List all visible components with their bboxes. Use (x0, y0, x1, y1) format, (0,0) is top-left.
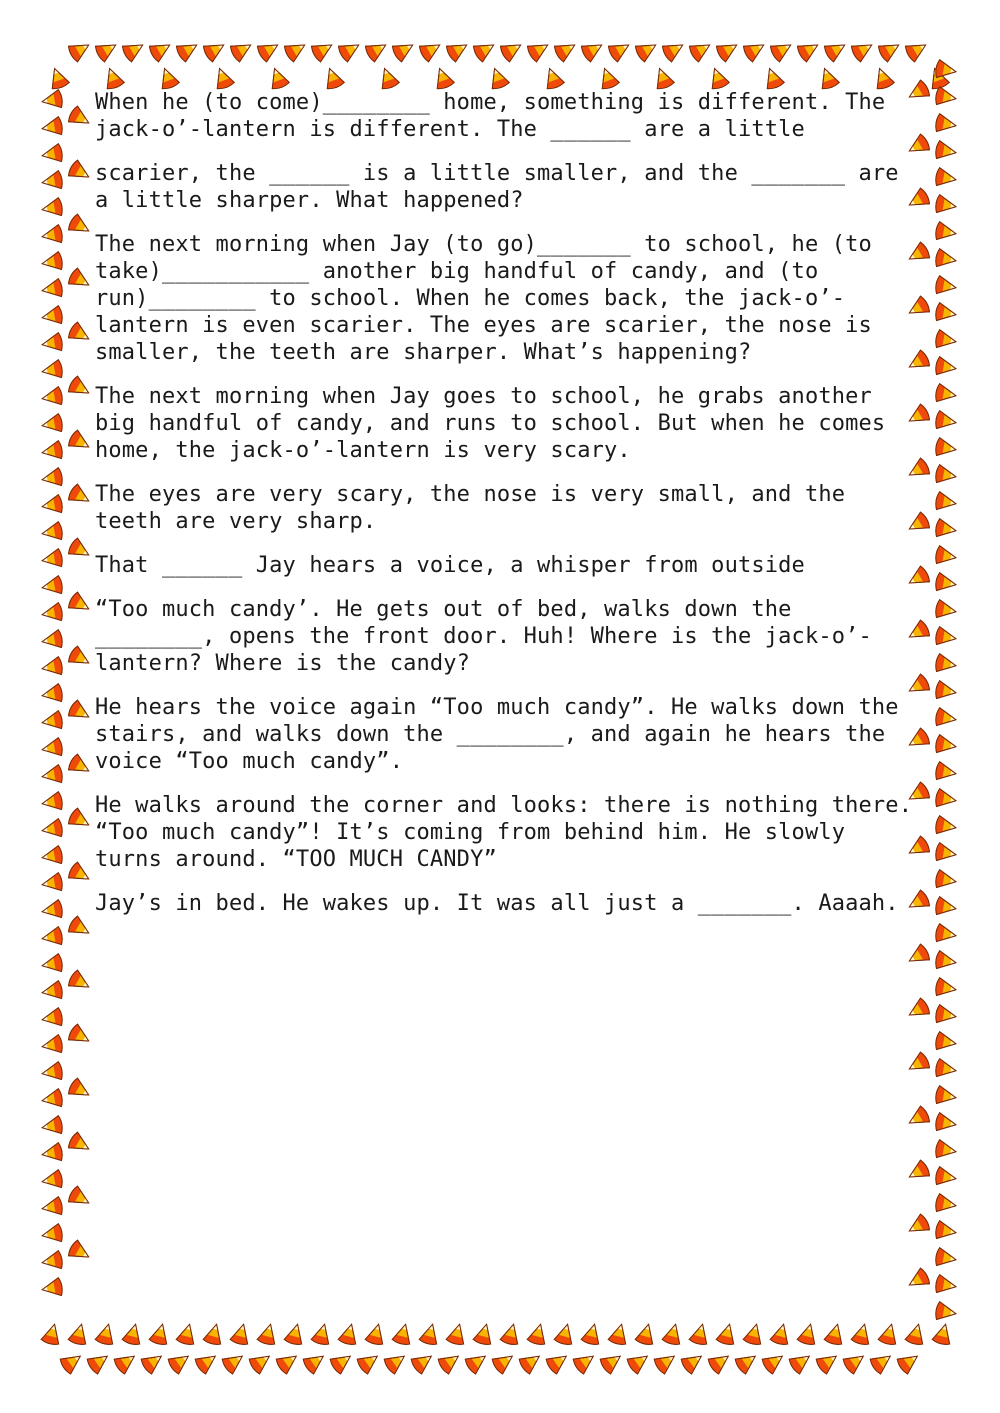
candy-corn-icon (935, 1193, 958, 1214)
candy-corn-icon (905, 1213, 931, 1239)
paragraph-9: He walks around the corner and looks: there is nothing there. “Too much candy”! It’s coming from behind him. He slowly turns around. “TOO MUCH CANDY” (95, 793, 913, 872)
candy-corn-icon (365, 1322, 388, 1346)
candy-corn-icon (41, 1142, 64, 1163)
candy-corn-icon (392, 1322, 415, 1346)
candy-corn-icon (41, 359, 64, 380)
candy-corn-icon (67, 915, 93, 941)
candy-corn-icon (935, 1058, 958, 1079)
candy-corn-icon (553, 37, 579, 63)
candy-corn-icon (905, 1267, 931, 1293)
candy-corn-icon (796, 37, 822, 63)
candy-corn-icon (935, 815, 958, 836)
candy-corn-icon (311, 1322, 334, 1346)
candy-corn-icon (67, 483, 93, 509)
candy-corn-icon (202, 37, 228, 63)
candy-corn-icon (935, 653, 958, 674)
candy-corn-icon (41, 1223, 64, 1244)
candy-corn-icon (41, 872, 64, 893)
candy-corn-icon (148, 37, 174, 63)
candy-corn-icon (248, 1349, 275, 1375)
candy-corn-icon (41, 926, 64, 947)
candy-corn-icon (878, 1322, 901, 1346)
candy-corn-icon (67, 807, 93, 833)
candy-corn-icon (94, 37, 120, 63)
candy-corn-icon (338, 1322, 361, 1346)
candy-corn-icon (905, 1159, 931, 1185)
candy-corn-icon (68, 1322, 91, 1346)
candy-corn-icon (256, 37, 282, 63)
candy-corn-icon (46, 66, 70, 91)
candy-corn-icon (688, 37, 714, 63)
candy-corn-icon (769, 37, 795, 63)
candy-corn-icon (41, 791, 64, 812)
candy-corn-icon (935, 1274, 958, 1295)
candy-corn-icon (500, 1322, 523, 1346)
candy-corn-icon (41, 278, 64, 299)
candy-corn-icon (321, 66, 345, 91)
candy-corn-icon (418, 37, 444, 63)
candy-corn-icon (935, 518, 958, 539)
candy-corn-icon (41, 170, 64, 191)
candy-corn-icon (41, 1169, 64, 1190)
candy-corn-icon (761, 66, 785, 91)
candy-corn-icon (445, 37, 471, 63)
candy-corn-icon (580, 37, 606, 63)
candy-corn-icon (41, 1034, 64, 1055)
candy-corn-icon (742, 37, 768, 63)
candy-corn-icon (437, 1349, 464, 1375)
paragraph-8: He hears the voice again “Too much candy”. He walks down the stairs, and walks down the ________, and again he hears the voice “Too much candy”. (95, 695, 899, 774)
candy-corn-icon (283, 37, 309, 63)
candy-corn-icon (935, 1166, 958, 1187)
candy-corn-icon (383, 1349, 410, 1375)
candy-corn-icon (815, 1349, 842, 1375)
candy-corn-icon (761, 1349, 788, 1375)
candy-corn-icon (935, 194, 958, 215)
candy-corn-icon (851, 1322, 874, 1346)
candy-corn-icon (935, 869, 958, 890)
candy-corn-icon (302, 1349, 329, 1375)
candy-corn-icon (599, 1349, 626, 1375)
candy-corn-icon (935, 1112, 958, 1133)
candy-corn-icon (67, 537, 93, 563)
candy-corn-icon (715, 37, 741, 63)
candy-corn-icon (935, 788, 958, 809)
candy-corn-icon (634, 37, 660, 63)
candy-corn-icon (743, 1322, 766, 1346)
candy-corn-icon (41, 1250, 64, 1271)
paragraph-6: That ______ Jay hears a voice, a whisper from outside (95, 553, 805, 578)
candy-corn-icon (41, 629, 64, 650)
candy-corn-icon (41, 737, 64, 758)
candy-corn-icon (41, 1322, 64, 1346)
candy-corn-icon (67, 1023, 93, 1049)
candy-corn-icon (121, 37, 147, 63)
candy-corn-icon (266, 66, 290, 91)
candy-corn-icon (935, 86, 958, 107)
candy-corn-icon (284, 1322, 307, 1346)
candy-corn-icon (935, 437, 958, 458)
candy-corn-icon (175, 37, 201, 63)
candy-corn-icon (113, 1349, 140, 1375)
candy-corn-icon (67, 375, 93, 401)
candy-corn-icon (596, 66, 620, 91)
candy-corn-icon (473, 1322, 496, 1346)
candy-corn-icon (230, 1322, 253, 1346)
candy-corn-icon (41, 548, 64, 569)
candy-corn-icon (541, 66, 565, 91)
candy-corn-icon (935, 1139, 958, 1160)
candy-corn-icon (935, 842, 958, 863)
candy-corn-icon (41, 305, 64, 326)
candy-corn-icon (935, 464, 958, 485)
paragraph-5: The eyes are very scary, the nose is very small, and the teeth are very sharp. (95, 482, 846, 534)
candy-corn-icon (67, 591, 93, 617)
candy-corn-icon (41, 1088, 64, 1109)
candy-corn-icon (41, 413, 64, 434)
candy-corn-icon (419, 1322, 442, 1346)
candy-corn-icon (935, 140, 958, 161)
candy-corn-icon (41, 710, 64, 731)
candy-corn-icon (734, 1349, 761, 1375)
candy-corn-icon (935, 626, 958, 647)
candy-corn-icon (935, 1085, 958, 1106)
paragraph-1: When he (to come)________ home, something is different. The jack-o’-lantern is different. The ______ are a little (95, 90, 886, 142)
candy-corn-icon (41, 764, 64, 785)
candy-corn-icon (932, 1322, 955, 1346)
candy-corn-icon (410, 1349, 437, 1375)
candy-corn-icon (67, 37, 93, 63)
candy-corn-icon (41, 440, 64, 461)
candy-corn-icon (824, 1322, 847, 1346)
candy-corn-icon (176, 1322, 199, 1346)
candy-corn-icon (935, 896, 958, 917)
candy-corn-icon (67, 321, 93, 347)
candy-corn-icon (545, 1349, 572, 1375)
candy-corn-icon (850, 37, 876, 63)
candy-corn-icon (935, 572, 958, 593)
candy-corn-icon (526, 37, 552, 63)
candy-corn-icon (716, 1322, 739, 1346)
candy-corn-icon (310, 37, 336, 63)
candy-corn-icon (935, 680, 958, 701)
candy-corn-icon (337, 37, 363, 63)
candy-corn-icon (935, 1004, 958, 1025)
candy-corn-icon (446, 1322, 469, 1346)
candy-corn-icon (41, 1061, 64, 1082)
paragraph-2: scarier, the ______ is a little smaller, and the _______ are a little sharper. What happened? (95, 161, 899, 213)
candy-corn-icon (935, 923, 958, 944)
paragraph-4: The next morning when Jay goes to school, he grabs another big handful of candy, and runs to school. But when he comes home, the jack-o’-lantern is very scary. (95, 384, 886, 463)
candy-corn-icon (41, 845, 64, 866)
candy-corn-icon (41, 602, 64, 623)
candy-corn-icon (67, 267, 93, 293)
candy-corn-icon (156, 66, 180, 91)
candy-corn-icon (67, 1077, 93, 1103)
candy-corn-icon (41, 251, 64, 272)
candy-corn-icon (518, 1349, 545, 1375)
candy-corn-icon (464, 1349, 491, 1375)
candy-corn-icon (140, 1349, 167, 1375)
candy-corn-icon (41, 899, 64, 920)
candy-corn-icon (41, 197, 64, 218)
candy-corn-icon (935, 410, 958, 431)
candy-corn-icon (581, 1322, 604, 1346)
candy-corn-icon (935, 275, 958, 296)
candy-corn-icon (935, 356, 958, 377)
candy-corn-icon (707, 1349, 734, 1375)
candy-corn-icon (67, 213, 93, 239)
candy-corn-icon (823, 37, 849, 63)
paragraph-7: “Too much candy’. He gets out of bed, walks down the ________, opens the front door. Huh! Where is the jack-o’-lantern? Where is the candy? (95, 597, 872, 676)
candy-corn-icon (41, 467, 64, 488)
candy-corn-icon (935, 221, 958, 242)
candy-corn-icon (935, 599, 958, 620)
candy-corn-icon (275, 1349, 302, 1375)
candy-corn-icon (67, 1239, 93, 1265)
candy-corn-icon (67, 1131, 93, 1157)
candy-corn-icon (257, 1322, 280, 1346)
candy-corn-icon (935, 1220, 958, 1241)
candy-corn-icon (626, 1349, 653, 1375)
candy-corn-icon (935, 977, 958, 998)
candy-corn-icon (491, 1349, 518, 1375)
candy-corn-icon (661, 37, 687, 63)
candy-corn-icon (67, 753, 93, 779)
candy-corn-icon (356, 1349, 383, 1375)
candy-corn-icon (905, 1051, 931, 1077)
candy-corn-icon (41, 116, 64, 137)
candy-corn-icon (935, 707, 958, 728)
candy-corn-icon (935, 167, 958, 188)
candy-corn-icon (608, 1322, 631, 1346)
candy-corn-icon (842, 1349, 869, 1375)
candy-corn-icon (67, 645, 93, 671)
candy-corn-icon (635, 1322, 658, 1346)
candy-corn-icon (935, 1301, 958, 1322)
candy-corn-icon (788, 1349, 815, 1375)
candy-corn-icon (41, 386, 64, 407)
candy-corn-icon (896, 1349, 923, 1375)
candy-corn-icon (653, 1349, 680, 1375)
candy-corn-icon (41, 575, 64, 596)
candy-corn-icon (67, 699, 93, 725)
candy-corn-icon (86, 1349, 113, 1375)
candy-corn-icon (122, 1322, 145, 1346)
story-text (95, 89, 925, 934)
candy-corn-icon (194, 1349, 221, 1375)
candy-corn-icon (935, 734, 958, 755)
candy-corn-icon (527, 1322, 550, 1346)
candy-corn-icon (149, 1322, 172, 1346)
candy-corn-icon (935, 761, 958, 782)
candy-corn-icon (391, 37, 417, 63)
candy-corn-icon (554, 1322, 577, 1346)
candy-corn-icon (41, 143, 64, 164)
candy-corn-icon (904, 37, 930, 63)
paragraph-10: Jay’s in bed. He wakes up. It was all just a _______. Aaaah. (95, 891, 899, 916)
candy-corn-icon (67, 1185, 93, 1211)
candy-corn-icon (67, 969, 93, 995)
candy-corn-icon (41, 224, 64, 245)
candy-corn-icon (935, 545, 958, 566)
candy-corn-icon (905, 1105, 931, 1131)
candy-corn-icon (572, 1349, 599, 1375)
candy-corn-icon (935, 329, 958, 350)
candy-corn-icon (816, 66, 840, 91)
candy-corn-icon (680, 1349, 707, 1375)
candy-corn-icon (651, 66, 675, 91)
candy-corn-icon (221, 1349, 248, 1375)
candy-corn-icon (935, 302, 958, 323)
candy-corn-icon (41, 818, 64, 839)
candy-corn-icon (41, 1007, 64, 1028)
candy-corn-icon (376, 66, 400, 91)
candy-corn-icon (329, 1349, 356, 1375)
candy-corn-icon (41, 656, 64, 677)
candy-corn-icon (431, 66, 455, 91)
candy-corn-icon (41, 89, 64, 110)
candy-corn-icon (41, 494, 64, 515)
candy-corn-icon (499, 37, 525, 63)
candy-corn-icon (935, 113, 958, 134)
candy-corn-icon (95, 1322, 118, 1346)
candy-corn-icon (41, 332, 64, 353)
candy-corn-icon (41, 521, 64, 542)
candy-corn-icon (935, 950, 958, 971)
candy-corn-icon (869, 1349, 896, 1375)
candy-corn-icon (935, 59, 958, 80)
candy-corn-icon (59, 1349, 86, 1375)
candy-corn-icon (203, 1322, 226, 1346)
candy-corn-icon (935, 383, 958, 404)
candy-corn-icon (67, 159, 93, 185)
candy-corn-icon (935, 248, 958, 269)
candy-corn-icon (871, 66, 895, 91)
candy-corn-icon (689, 1322, 712, 1346)
candy-corn-icon (877, 37, 903, 63)
candy-corn-icon (472, 37, 498, 63)
candy-corn-icon (41, 953, 64, 974)
candy-corn-icon (364, 37, 390, 63)
candy-corn-icon (41, 1115, 64, 1136)
candy-corn-icon (935, 1031, 958, 1052)
candy-corn-icon (935, 491, 958, 512)
paragraph-3: The next morning when Jay (to go)_______ to school, he (to take)___________ another big handful of candy, and (to run)________ to school. When he comes back, the jack-o’-lantern is even scarier. The eyes are scarier, the nose is smaller, the teeth are sharper. What’s happening? (95, 232, 872, 365)
candy-corn-icon (229, 37, 255, 63)
candy-corn-icon (770, 1322, 793, 1346)
candy-corn-icon (607, 37, 633, 63)
candy-corn-icon (662, 1322, 685, 1346)
candy-corn-icon (905, 1322, 928, 1346)
candy-corn-icon (67, 429, 93, 455)
candy-corn-icon (101, 66, 125, 91)
candy-corn-icon (67, 861, 93, 887)
candy-corn-icon (67, 105, 93, 131)
candy-corn-icon (41, 980, 64, 1001)
candy-corn-icon (41, 1196, 64, 1217)
candy-corn-icon (905, 943, 931, 969)
candy-corn-icon (797, 1322, 820, 1346)
candy-corn-icon (41, 683, 64, 704)
candy-corn-icon (211, 66, 235, 91)
candy-corn-icon (706, 66, 730, 91)
candy-corn-icon (935, 1247, 958, 1268)
candy-corn-icon (41, 1277, 64, 1298)
candy-corn-icon (905, 997, 931, 1023)
candy-corn-icon (167, 1349, 194, 1375)
candy-corn-icon (486, 66, 510, 91)
